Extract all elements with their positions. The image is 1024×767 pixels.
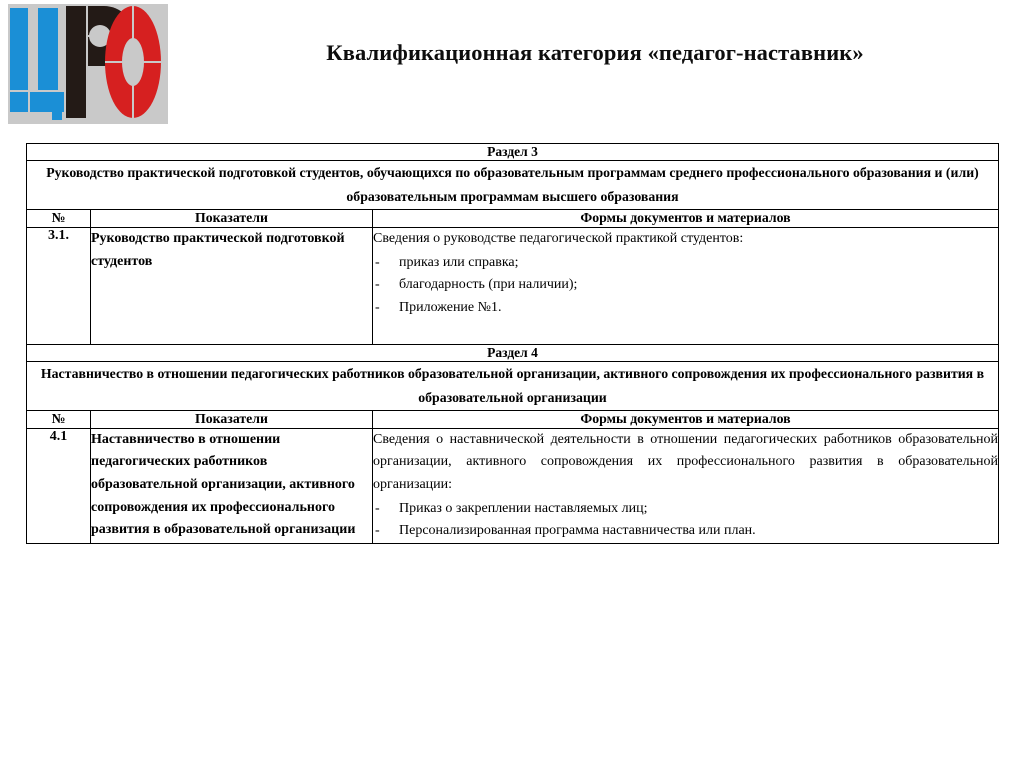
row-indicator: Руководство практической подготовкой студентов [91,228,373,345]
bullet-dash-icon: - [375,300,380,316]
column-header-indicators: Показатели [91,411,373,429]
bullet-dash-icon: - [375,254,380,270]
slide-header [0,0,1024,132]
column-header-number: № [27,210,91,228]
list-item [373,498,998,521]
column-header-forms: Формы документов и материалов [373,411,999,429]
column-header-forms: Формы документов и материалов [373,210,999,228]
row-number: 3.1. [27,228,91,345]
section-label: Раздел 4 [27,344,999,361]
section-description: Наставничество в отношении педагогических работников образовательной организации, активного сопровождения их профессионального развития в образовательной организации [27,361,999,410]
column-header-indicators: Показатели [91,210,373,228]
list-item-label: приказ или справка; [399,254,519,270]
forms-lead: Сведения о руководстве педагогической практикой студентов: [373,231,744,247]
list-item-label: Персонализированная программа наставничества или план. [399,523,756,539]
list-item [373,252,998,275]
bullet-dash-icon: - [375,500,380,516]
column-header-number: № [27,411,91,429]
section-description: Руководство практической подготовкой студентов, обучающихся по образовательным программам среднего профессионального образования и (или) образовательным программам высшего образования [27,161,999,210]
forms-list [373,252,998,320]
row-forms [373,428,999,543]
forms-list [373,498,998,543]
column-header-row [27,411,999,429]
list-item-label: благодарность (при наличии); [399,277,578,293]
page-title: Квалификационная категория «педагог-наставник» [326,40,864,65]
list-item [373,274,998,297]
section-label: Раздел 3 [27,144,999,161]
section-description-row [27,361,999,410]
table-row [27,428,999,543]
row-forms [373,228,999,345]
table-row [27,228,999,345]
column-header-row [27,210,999,228]
forms-lead: Сведения о наставнической деятельности в отношении педагогических работников образовательной организации, активного сопровождения их профессионального развития в образовательной организации: [373,431,998,493]
row-number: 4.1 [27,428,91,543]
list-item [373,520,998,543]
bullet-dash-icon: - [375,523,380,539]
section-label-row [27,344,999,361]
bullet-dash-icon: - [375,277,380,293]
cro-logo [8,4,168,124]
list-item [373,297,998,320]
requirements-table [26,143,999,544]
list-item-label: Приказ о закреплении наставляемых лиц; [399,500,648,516]
cell-spacer [373,320,998,344]
section-label-row [27,144,999,161]
cro-logo-icon [8,4,168,124]
row-indicator: Наставничество в отношении педагогических работников образовательной организации, активного сопровождения их профессионального развития в образовательной организации [91,428,373,543]
list-item-label: Приложение №1. [399,300,502,316]
section-description-row [27,161,999,210]
